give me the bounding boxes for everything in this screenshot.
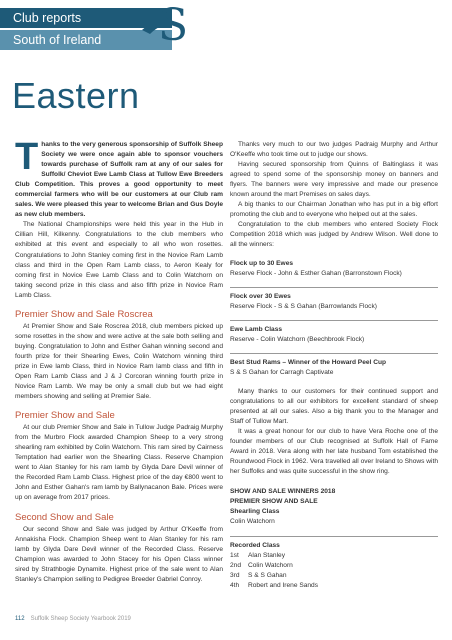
- winners-heading: SHOW AND SALE WINNERS 2018: [230, 488, 336, 496]
- placing: 1st: [230, 551, 239, 559]
- left-column: [15, 136, 223, 585]
- award-detail: S & S Gahan for Carragh Captivate: [230, 368, 334, 376]
- section-label: Club reports: [13, 11, 82, 25]
- subsection-label: South of Ireland: [13, 33, 102, 47]
- winner-name: Colin Watchorn: [248, 561, 293, 569]
- award-title: Ewe Lamb Class: [230, 325, 283, 333]
- national-championships-paragraph: The National Championships were held this year in the Hub in Cillian Hill, Kilkenny. Congratulations to the club members who exhibited at this event and especially to all who won rosettes. Congratulations to John Stanley coming first in the Novice Ram Lamb class and third in the Open Ram Lamb class, to Aeron Kealy for coming first in Novice Ewe Lamb Class and to Colin Watchorn on taking second prize in this class and also fifth prize in Novice Ram Lamb Class.: [15, 221, 223, 299]
- award-title: Flock up to 30 Ewes: [230, 259, 294, 267]
- region-title: Eastern: [12, 75, 140, 116]
- award-detail: Reserve Flock - S & S Gahan (Barrowlands Flock): [230, 302, 377, 310]
- divider: [230, 353, 438, 354]
- placing: 4th: [230, 581, 240, 589]
- award-detail: Reserve - Colin Watchorn (Beechbrook Flock): [230, 335, 365, 343]
- hall-of-fame-paragraph: It was a great honour for our club to have Vera Roche one of the founder members of our Club recognised at Suffolk Hall of Fame Award in 2018. Vera along with her late husband Tom established the Roundwood Flock in 1962. Vera travelled all over Ireland to Shows with her Suffolks and was quite successful in the show ring.: [230, 428, 438, 476]
- intro-text: hanks to the very generous sponsorship of Suffolk Sheep Society we were once again able to sponsor vouchers towards purchase of Suffolk ram at any of our sales for Suffolk/ Cheviot Ewe Lamb Class at Tullow Ewe Breeders Club Competition. This proves a good opportunity to meet commercial farmers who will be our customers at our Club ram sales. We were pleased this year to welcome Brian and Gus Doyle as new club members.: [15, 141, 223, 219]
- premier-paragraph: At our club Premier Show and Sale in Tullow Judge Padraig Murphy from the Murbro Flock awarded Champion Sheep to a very strong shearling ram exhibited by Colin Watchorn. This ram sired by Cairness Temptation had earlier won the Shearling Class. Reserve Champion went to Alan Stanley for his ram lamb by Glyda Dare Devil winner of the Recorded Ram Lamb Class. Highest price of the day €800 went to John and Esther Gahan's ram lamb by Ballynacanon Bale. Prices were up on average from 2017 prices.: [15, 424, 223, 502]
- page-footer: [15, 616, 131, 622]
- winner-name: Robert and Irene Sands: [248, 581, 319, 589]
- award-title: Best Stud Rams – Winner of the Howard Peel Cup: [230, 358, 387, 366]
- winner-name: Alan Stanley: [248, 551, 286, 559]
- page-number: 112: [15, 616, 25, 622]
- divider: [230, 320, 438, 321]
- shearling-winner: Colin Watchorn: [230, 518, 275, 526]
- sponsorship-paragraph: Having secured sponsorship from Quinns of Baltinglass it was agreed to spend some of the sponsorship money on banners and flyers. The banners were very impressive and made our presence known around the mart Premises on sales days.: [230, 161, 438, 199]
- publication-name: Suffolk Sheep Society Yearbook 2019: [30, 616, 131, 622]
- flock-competition-paragraph: Congratulation to the club members who entered Society Flock Competition 2018 which was judged by Andrew Wilson. Well done to all the winners:: [230, 221, 438, 249]
- logo-letter: S: [158, 0, 189, 51]
- subheading-roscrea: Premier Show and Sale Roscrea: [15, 308, 153, 320]
- premier-heading: PREMIER SHOW AND SALE: [230, 498, 318, 506]
- chairman-paragraph: A big thanks to our Chairman Jonathan who has put in a big effort promoting the club and to everyone who helped out at the sales.: [230, 201, 438, 219]
- table-row: [230, 551, 438, 561]
- table-row: [230, 571, 438, 581]
- subheading-second: Second Show and Sale: [15, 511, 114, 523]
- roscrea-paragraph: At Premier Show and Sale Roscrea 2018, club members picked up some rosettes in the show and were active at the sale both selling and buying. Congratulation to John and Esther Gahan winning second and fourth prize for their Shearling Ewes, Colin Watchorn winning third prize in Ewe lamb Class, third in Novice Ram lamb class and fifth in Open Ram Lamb Class and J & J Corcoran winning fourth prize in Novice Ram Lamb. We may be only a small club but we had eight members showing and selling at Premier Sale.: [15, 322, 223, 401]
- judges-paragraph: Thanks very much to our two judges Padraig Murphy and Arthur O'Keeffe who took time out to judge our shows.: [230, 141, 438, 159]
- placing: 3rd: [230, 571, 240, 579]
- table-row: [230, 561, 438, 571]
- divider: [230, 536, 438, 537]
- table-row: [230, 581, 438, 591]
- subheading-premier: Premier Show and Sale: [15, 410, 115, 422]
- divider: [230, 287, 438, 288]
- second-show-paragraph: Our second Show and Sale was judged by Arthur O'Keeffe from Annakisha Flock. Champion Sheep went to Alan Stanley for his ram lamb by Glyda Dare Devil winner of the Recorded Class. Reserve Champion was awarded to John Stacey for his Open Class winner sired by Strathbogie Dynamite. Highest price of the sale went to Alan Stanley's Champion selling to Pedigree Breeder Gabriel Conroy.: [15, 525, 223, 583]
- award-title: Flock over 30 Ewes: [230, 292, 291, 300]
- society-logo: [140, 0, 196, 56]
- drop-cap: T: [15, 136, 39, 178]
- recorded-heading: Recorded Class: [230, 541, 280, 549]
- winner-name: S & S Gahan: [248, 571, 287, 579]
- placing: 2nd: [230, 561, 242, 569]
- recorded-results-table: [230, 551, 438, 591]
- thanks-paragraph: Many thanks to our customers for their continued support and congratulations to all our exhibitors for excellent standard of sheep presented at all our sales. Also a big thank you to the Manager and Staff of Tullow Mart.: [230, 387, 438, 426]
- award-detail: Reserve Flock - John & Esther Gahan (Barronstown Flock): [230, 269, 402, 277]
- intro-paragraph: [15, 136, 223, 220]
- right-column: [230, 140, 438, 591]
- shearling-heading: Shearling Class: [230, 508, 280, 516]
